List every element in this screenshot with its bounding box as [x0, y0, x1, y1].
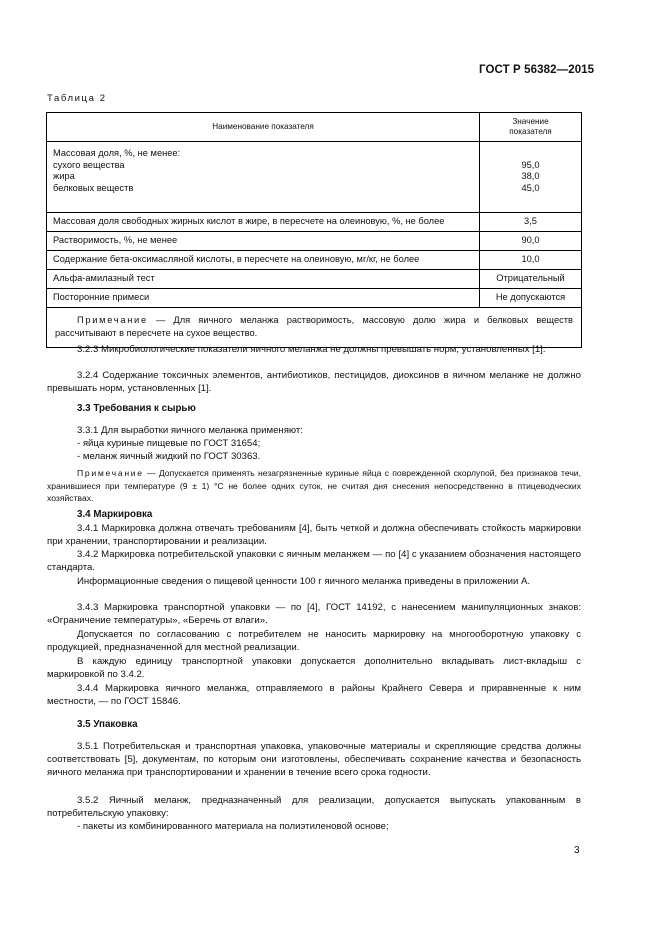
list-item: - меланж яичный жидкий по ГОСТ 30363.: [77, 451, 261, 462]
table-row: [47, 269, 582, 288]
list-item: - яйца куриные пищевые по ГОСТ 31654;: [77, 438, 261, 449]
table-cell-name: Массовая доля свободных жирных кислот в жире, в пересчете на олеиновую, %, не более: [47, 212, 480, 231]
note-text: — Для яичного меланжа растворимость, массовую долю жира и белковых веществ рассчитывают в пересчете на сухое вещество.: [55, 315, 573, 339]
note-label: Примечание: [77, 315, 148, 326]
table-cell-name: Содержание бета-оксимасляной кислоты, в пересчете на олеиновую, мг/кг, не более: [47, 250, 480, 269]
table-cell-value: 90,0: [480, 231, 582, 250]
note-label: Примечание: [77, 468, 144, 478]
row-value: 38,0: [521, 171, 540, 182]
section-heading-3-3: 3.3 Требования к сырью: [77, 403, 196, 414]
table-cell-value: Отрицательный: [480, 269, 582, 288]
table-cell-name: Альфа-амилазный тест: [47, 269, 480, 288]
paragraph-3-2-4: 3.2.4 Содержание токсичных элементов, антибиотиков, пестицидов, диоксинов в яичном меланже не должно превышать норм, установленных [1].: [47, 370, 581, 395]
paragraph-3-4-1: 3.4.1 Маркировка должна отвечать требованиям [4], быть четкой и должна обеспечивать стойкость маркировки при хранении, транспортировании и реализации.: [47, 523, 581, 548]
table-header-row: [47, 113, 582, 142]
table-note-row: [47, 307, 582, 347]
table-row: [47, 288, 582, 307]
table-cell-name: Растворимость, %, не менее: [47, 231, 480, 250]
table-caption: Таблица 2: [47, 93, 107, 104]
table-row: [47, 212, 582, 231]
table-row: [47, 250, 582, 269]
table-row: [47, 231, 582, 250]
section-heading-3-5: 3.5 Упаковка: [77, 719, 138, 730]
table-cell-name: Посторонние примеси: [47, 288, 480, 307]
paragraph-insert: В каждую единицу транспортной упаковки допускается дополнительно вкладывать лист-вкладыш с маркировкой по 3.4.2.: [47, 656, 581, 681]
table-note: [47, 307, 582, 347]
column-header-name: Наименование показателя: [47, 113, 480, 142]
paragraph-3-2-3: 3.2.3 Микробиологические показатели яичного меланжа не должны превышать норм, установленных [1].: [77, 344, 546, 355]
table-row: [47, 142, 582, 213]
row-subitem: сухого вещества: [53, 159, 125, 170]
indicators-table: [46, 112, 582, 348]
row-subitem: жира: [53, 171, 75, 182]
paragraph-allow: Допускается по согласованию с потребителем не наносить маркировку на многооборотную упаковку с продукцией, предназначенной для местной реализации.: [47, 629, 581, 654]
paragraph-3-4-2: 3.4.2 Маркировка потребительской упаковки с яичным меланжем — по [4] с указанием обозначения настоящего стандарта.: [47, 549, 581, 574]
paragraph-3-3-1: 3.3.1 Для выработки яичного меланжа применяют:: [77, 425, 303, 436]
paragraph-3-4-3: 3.4.3 Маркировка транспортной упаковки — по [4], ГОСТ 14192, с нанесением манипуляционных знаков: «Ограничение температуры», «Беречь от влаги».: [47, 602, 581, 627]
table-cell-name: [47, 142, 480, 213]
paragraph-info: Информационные сведения о пищевой ценности 100 г яичного меланжа приведены в приложении А.: [77, 576, 531, 587]
table-cell-value: 3,5: [480, 212, 582, 231]
table-cell-value: Не допускаются: [480, 288, 582, 307]
standard-number: ГОСТ Р 56382—2015: [479, 64, 595, 76]
row-value: 45,0: [521, 182, 540, 193]
page-number: 3: [574, 845, 580, 856]
row-subitem: белковых веществ: [53, 182, 134, 193]
table-cell-value: [480, 142, 582, 213]
column-header-value: Значение показателя: [480, 113, 582, 142]
note-3-3: [47, 467, 581, 505]
table-cell-value: 10,0: [480, 250, 582, 269]
note-text: — Допускается применять незагрязненные куриные яйца с поврежденной скорлупой, без признаков течи, хранившиеся при температуре (9 ± 1) °С не более одних суток, не считая дня снесения непосредственно в птицеводческих хозяйствах.: [47, 468, 581, 504]
section-heading-3-4: 3.4 Маркировка: [77, 509, 153, 520]
paragraph-3-5-1: 3.5.1 Потребительская и транспортная упаковка, упаковочные материалы и скрепляющие средства должны соответствовать [5], документам, по которым они изготовлены, обеспечивать сохранение качества и безопасность яичного меланжа при транспортировании и хранении в течение всего срока годности.: [47, 741, 581, 779]
row-value: 95,0: [521, 159, 540, 170]
list-item: - пакеты из комбинированного материала на полиэтиленовой основе;: [77, 821, 389, 832]
paragraph-3-4-4: 3.4.4 Маркировка яичного меланжа, отправляемого в районы Крайнего Севера и приравненные к ним местности, — по ГОСТ 15846.: [47, 683, 581, 708]
paragraph-3-5-2: 3.5.2 Яичный меланж, предназначенный для реализации, допускается выпускать упакованным в потребительскую упаковку:: [47, 795, 581, 820]
row-title: Массовая доля, %, не менее:: [53, 148, 181, 158]
